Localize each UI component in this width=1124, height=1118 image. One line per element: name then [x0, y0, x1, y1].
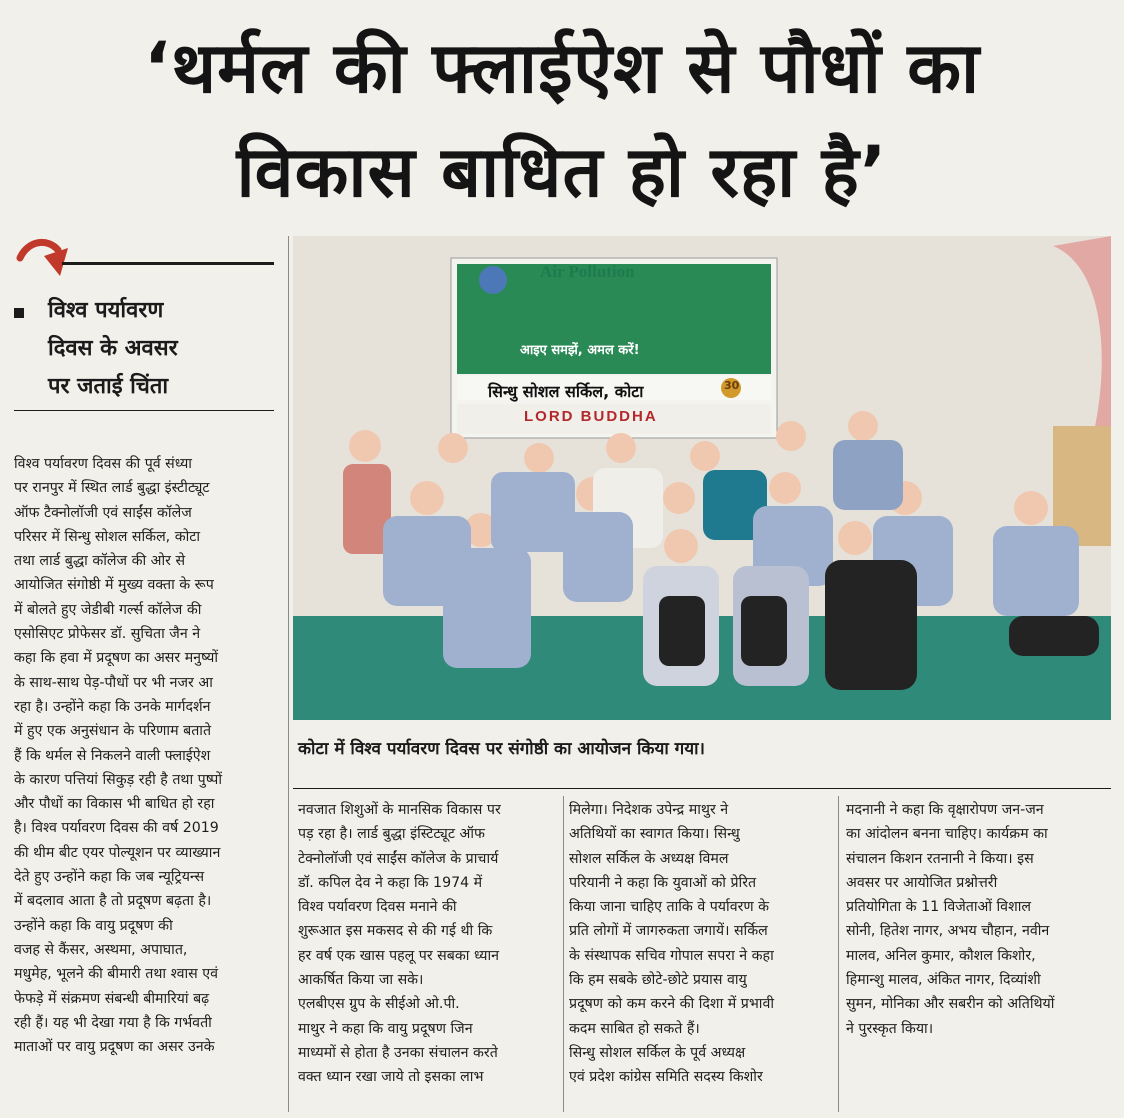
- article-line: किया जाना चाहिए ताकि वे पर्यावरण के: [569, 899, 770, 916]
- article-line: विश्व पर्यावरण दिवस मनाने की: [298, 899, 457, 916]
- article-line: नवजात शिशुओं के मानसिक विकास पर: [298, 802, 501, 818]
- article-line: अतिथियों का स्वागत किया। सिन्धु: [569, 826, 740, 843]
- article-line: प्रदूषण को कम करने की दिशा में प्रभावी: [569, 996, 775, 1013]
- article-line: एवं प्रदेश कांग्रेस समिति सदस्य किशोर: [569, 1069, 763, 1086]
- article-line: सोनी, हितेश नागर, अभय चौहान, नवीन: [846, 923, 1050, 940]
- article-line: टेक्नोलॉजी एवं साईंस कॉलेज के प्राचार्य: [298, 850, 499, 867]
- article-line: आकर्षित किया जा सके।: [298, 972, 424, 989]
- banner-college-name: LORD BUDDHA: [524, 408, 658, 425]
- article-line: और पौधों का विकास भी बाधित हो रहा: [14, 796, 215, 813]
- article-line: वजह से कैंसर, अस्थमा, अपाघात,: [14, 941, 188, 958]
- article-line: सिन्धु सोशल सर्किल के पूर्व अध्यक्ष: [569, 1044, 746, 1061]
- article-line: एसोसिएट प्रोफेसर डॉ. सुचिता जैन ने: [14, 626, 201, 643]
- article-line: कहा कि हवा में प्रदूषण का असर मनुष्यों: [14, 650, 218, 667]
- article-line: माथुर ने कहा कि वायु प्रदूषण जिन: [298, 1020, 473, 1037]
- subhead-top-rule: [62, 262, 274, 265]
- photo-caption: कोटा में विश्व पर्यावरण दिवस पर संगोष्ठी का आयोजन किया गया।: [298, 739, 705, 759]
- red-arrow-icon: [14, 236, 74, 286]
- subheadline-line: विश्व पर्यावरण: [48, 298, 164, 323]
- article-line: ऑफ टैक्नोलॉजी एवं साईंस कॉलेज: [14, 504, 192, 521]
- article-line: एलबीएस ग्रुप के सीईओ ओ.पी.: [298, 996, 460, 1013]
- article-column-4: [846, 798, 1108, 1041]
- article-line: मिलेगा। निदेशक उपेन्द्र माथुर ने: [569, 802, 729, 818]
- article-line: प्रति लोगों में जागरुकता जगायें। सर्किल: [569, 923, 768, 940]
- article-line: का आंदोलन बनना चाहिए। कार्यक्रम का: [846, 826, 1048, 843]
- article-line: रहा है। उन्होंने कहा कि उनके मार्गदर्शन: [14, 698, 211, 715]
- banner-org-name: सिन्धु सोशल सर्किल, कोटा: [488, 382, 644, 401]
- article-line: हैं कि थर्मल से निकलने वाली फ्लाईऐश: [14, 747, 211, 764]
- article-line: अवसर पर आयोजित प्रश्नोत्तरी: [846, 874, 998, 891]
- article-line: पर रानपुर में स्थित लार्ड बुद्धा इंस्टीट्यूट: [14, 480, 210, 497]
- article-line: हिमान्शु मालव, अंकित नागर, दिव्यांशी: [846, 972, 1041, 989]
- article-line: हर वर्ष एक खास पहलू पर सबका ध्यान: [298, 947, 500, 964]
- article-column-3: [569, 798, 831, 1090]
- article-line: मालव, अनिल कुमार, कौशल किशोर,: [846, 947, 1036, 964]
- bullet-square-icon: [14, 308, 24, 318]
- article-line: में हुए एक अनुसंधान के परिणाम बताते: [14, 723, 212, 740]
- column-divider: [288, 236, 289, 1112]
- column-divider: [838, 796, 839, 1112]
- column-divider: [563, 796, 564, 1112]
- article-line: परियानी ने कहा कि युवाओं को प्रेरित: [569, 874, 757, 891]
- article-line: डॉ. कपिल देव ने कहा कि 1974 में: [298, 874, 483, 891]
- article-line: ने पुरस्कृत किया।: [846, 1020, 934, 1037]
- article-line: फेफड़े में संक्रमण संबन्धी बीमारियां बढ़: [14, 990, 210, 1007]
- article-line: रही हैं। यह भी देखा गया है कि गर्भवती: [14, 1014, 212, 1031]
- article-line: वक्त ध्यान रखा जाये तो इसका लाभ: [298, 1069, 484, 1086]
- article-line: पड़ रहा है। लार्ड बुद्धा इंस्टिट्यूट ऑफ: [298, 826, 485, 843]
- article-line: देते हुए उन्होंने कहा कि जब न्यूट्रियन्स: [14, 869, 205, 886]
- article-line: माध्यमों से होता है उनका संचालन करते: [298, 1044, 498, 1061]
- article-line: है। विश्व पर्यावरण दिवस की वर्ष 2019: [14, 820, 219, 837]
- article-line: के संस्थापक सचिव गोपाल सपरा ने कहा: [569, 947, 774, 964]
- article-line: मदनानी ने कहा कि वृक्षारोपण जन-जन: [846, 802, 1044, 818]
- article-line: कि हम सबके छोटे-छोटे प्रयास वायु: [569, 972, 747, 989]
- article-line: संचालन किशन रतनानी ने किया। इस: [846, 850, 1034, 867]
- article-line: प्रतियोगिता के 11 विजेताओं विशाल: [846, 899, 1032, 916]
- article-line: माताओं पर वायु प्रदूषण का असर उनके: [14, 1039, 215, 1056]
- group-photo-illustration: [293, 236, 1111, 720]
- article-line: मधुमेह, भूलने की बीमारी तथा श्वास एवं: [14, 966, 218, 983]
- subheadline-line: पर जताई चिंता: [48, 374, 169, 399]
- article-line: तथा लार्ड बुद्धा कॉलेज की ओर से: [14, 553, 186, 570]
- article-line: उन्होंने कहा कि वायु प्रदूषण की: [14, 917, 173, 934]
- article-line: सुमन, मोनिका और सबरीन को अतिथियों: [846, 996, 1055, 1013]
- article-line: सोशल सर्किल के अध्यक्ष विमल: [569, 850, 729, 867]
- banner-badge: 30: [724, 379, 740, 392]
- banner-slogan: आइए समझें, अमल करें!: [520, 343, 640, 358]
- article-line: विश्व पर्यावरण दिवस की पूर्व संध्या: [14, 456, 192, 472]
- article-line: में बदलाव आता है तो प्रदूषण बढ़ता है।: [14, 893, 212, 910]
- article-line: कदम साबित हो सकते हैं।: [569, 1020, 700, 1037]
- headline-line-2: विकास बाधित हो रहा है’: [236, 131, 888, 213]
- subheadline-line: दिवस के अवसर: [48, 336, 178, 361]
- subhead-bottom-rule: [14, 410, 274, 411]
- article-line: आयोजित संगोष्ठी में मुख्य वक्ता के रूप: [14, 577, 214, 594]
- banner-title: Air Pollution: [540, 262, 635, 281]
- article-line: के साथ-साथ पेड़-पौधों पर भी नजर आ: [14, 674, 213, 691]
- article-line: की थीम बीट एयर पोल्यूशन पर व्याख्यान: [14, 844, 221, 861]
- article-line: शुरूआत इस मकसद से की गई थी कि: [298, 923, 493, 940]
- article-column-1: [14, 452, 276, 1059]
- headline-line-1: ‘थर्मल की फ्लाईऐश से पौधों का: [143, 27, 981, 109]
- article-column-2: [298, 798, 556, 1090]
- event-photo: [293, 236, 1111, 720]
- caption-rule: [293, 788, 1111, 789]
- article-line: परिसर में सिन्धु सोशल सर्किल, कोटा: [14, 528, 201, 545]
- article-line: में बोलते हुए जेडीबी गर्ल्स कॉलेज की: [14, 601, 202, 618]
- article-line: के कारण पत्तियां सिकुड़ रही है तथा पुष्पों: [14, 771, 223, 788]
